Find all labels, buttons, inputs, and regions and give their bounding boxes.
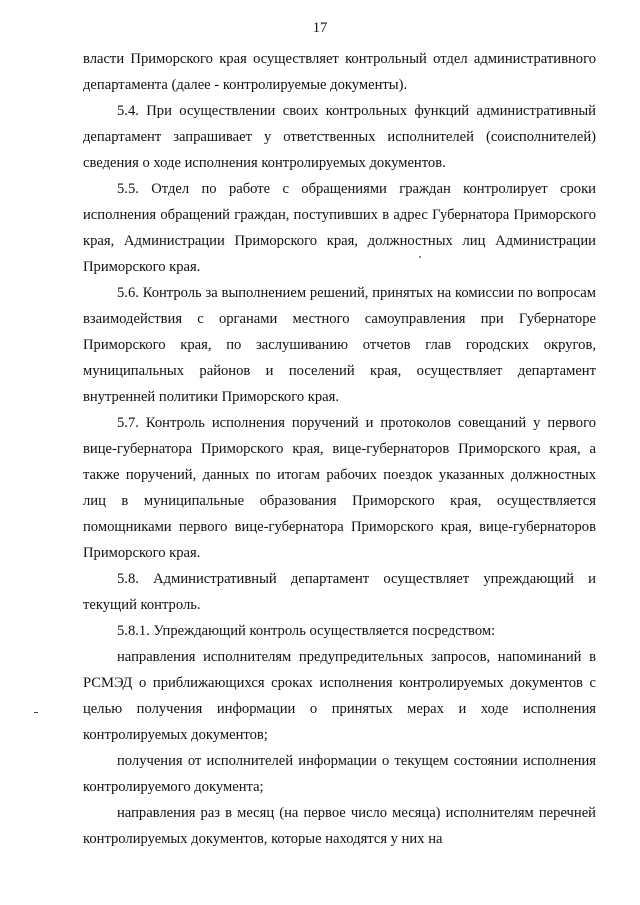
paragraph-5-7: 5.7. Контроль исполнения поручений и протоколов совещаний у первого вице-губернатора Приморского края, вице-губернаторов Приморского края, а также поручений, данных по итогам рабочих поездок указанных должностных лиц в муниципальные образования Приморского края, осуществляется помощниками первого вице-губернатора Приморского края, вице-губернаторов Приморского края. [83,415,596,561]
list-item-monthly-lists: направления раз в месяц (на первое число месяца) исполнителям перечней контролируемых документов, которые находятся у них на [83,805,596,847]
paragraph-continuation: власти Приморского края осуществляет контрольный отдел административного департамента (далее - контролируемые документы). [83,51,596,93]
paragraph-5-8: 5.8. Административный департамент осуществляет упреждающий и текущий контроль. [83,571,596,613]
document-body [83,46,596,852]
scan-dot-mark [419,256,421,258]
paragraph-5-6: 5.6. Контроль за выполнением решений, принятых на комиссии по вопросам взаимодействия с органами местного самоуправления при Губернаторе Приморского края, по заслушиванию отчетов глав городских округов, муниципальных районов и поселений края, осуществляет департамент внутренней политики Приморского края. [83,285,596,405]
list-item-status-info: получения от исполнителей информации о текущем состоянии исполнения контролируемого документа; [83,753,596,795]
paragraph-5-8-1: 5.8.1. Упреждающий контроль осуществляется посредством: [117,623,496,639]
page-number: 17 [312,20,328,36]
scan-edge-mark [34,712,38,713]
paragraph-5-5: 5.5. Отдел по работе с обращениями граждан контролирует сроки исполнения обращений граждан, поступивших в адрес Губернатора Приморского края, Администрации Приморского края, должностных лиц Администрации Приморского края. [83,181,596,275]
paragraph-5-4: 5.4. При осуществлении своих контрольных функций административный департамент запрашивает у ответственных исполнителей (соисполнителей) сведения о ходе исполнения контролируемых документов. [83,103,596,171]
list-item-reminders: направления исполнителям предупредительных запросов, напоминаний в РСМЭД о приближающихся сроках исполнения контролируемых документов с целью получения информации о принятых мерах и ходе исполнения контролируемых документов; [83,649,596,743]
